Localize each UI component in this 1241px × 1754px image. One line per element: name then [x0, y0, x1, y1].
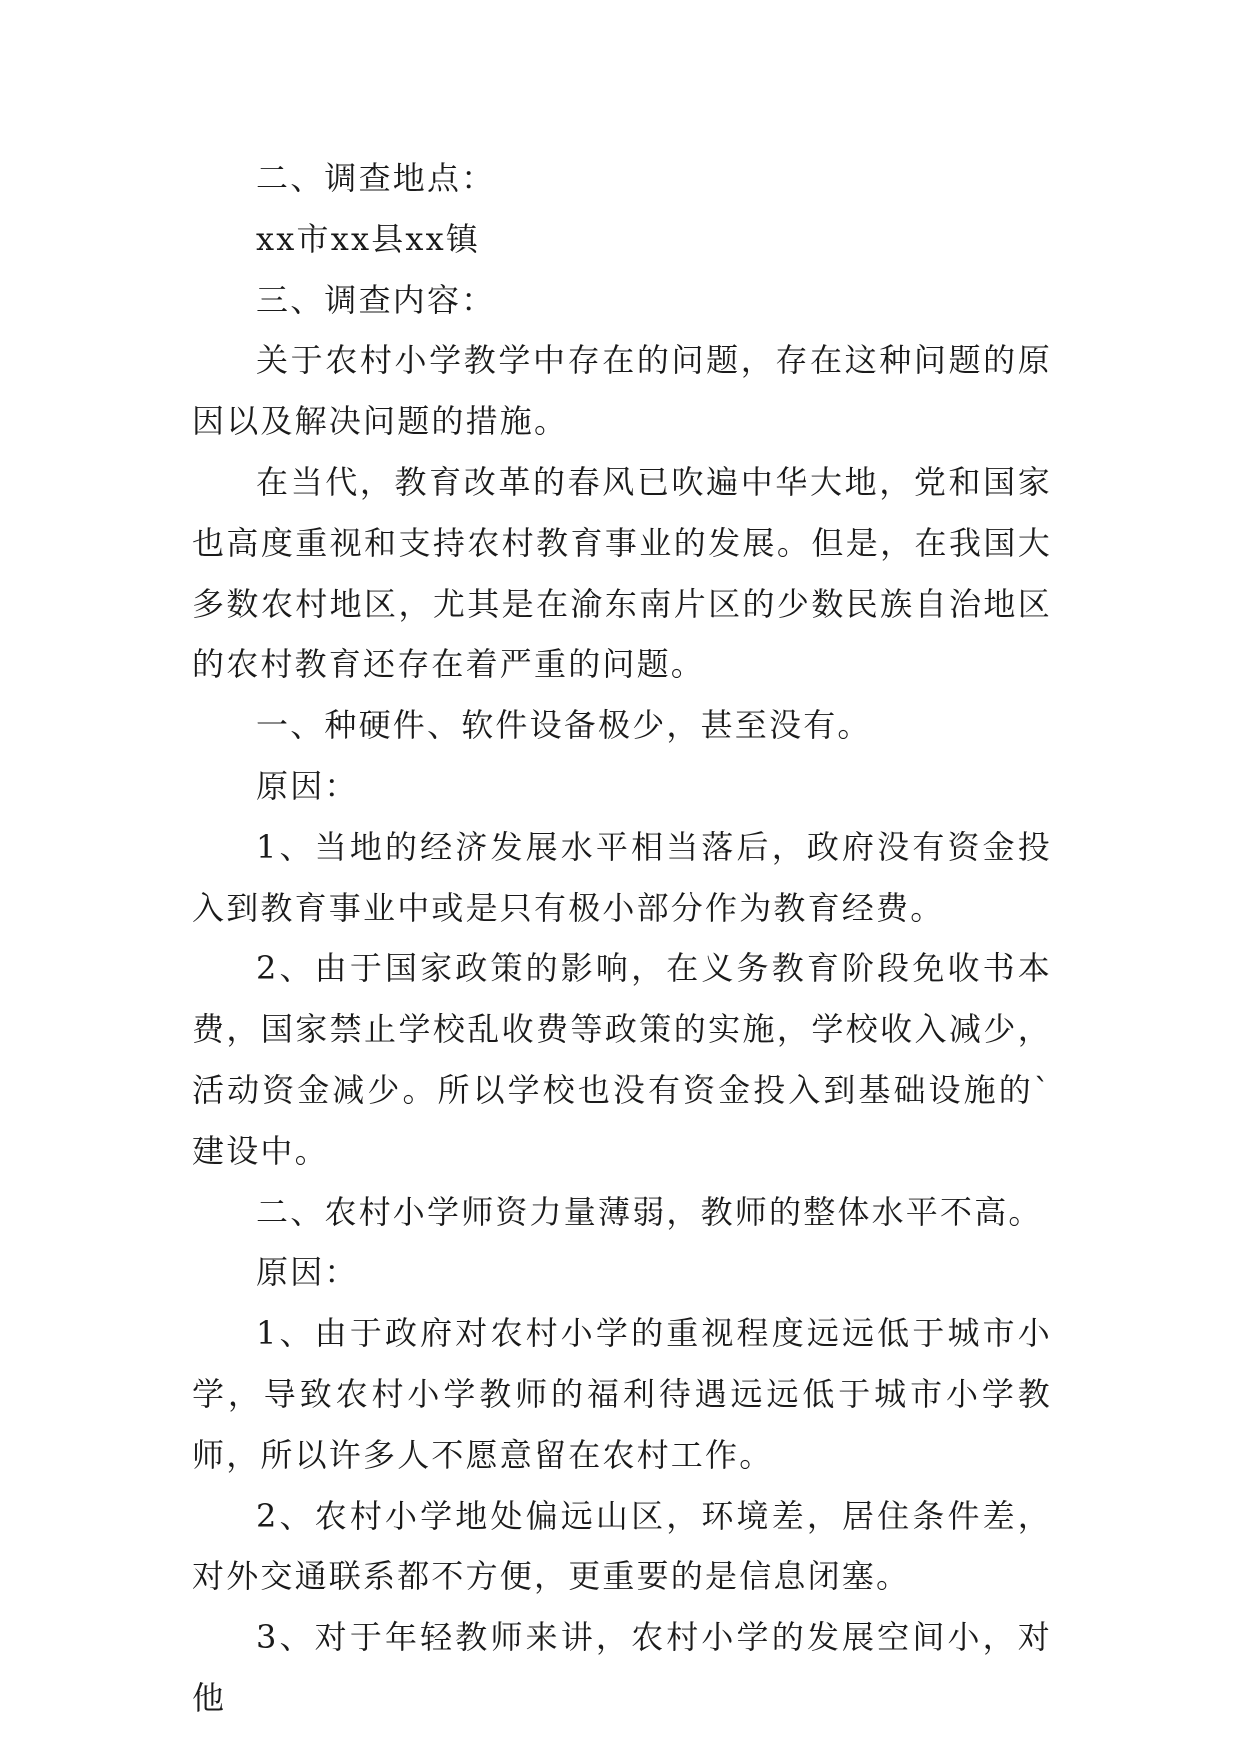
survey-location-text: xx市xx县xx镇 [256, 219, 481, 258]
cause-label-1: 原因： [256, 766, 359, 805]
cause-item-2-3: 3、对于年轻教师来讲，农村小学的发展空间小，对他 [192, 1618, 1052, 1717]
section-heading-survey-content: 三、调查内容： [256, 280, 496, 319]
cause-item-2-2: 2、农村小学地处偏远山区，环境差，居住条件差，对外交通联系都不方便，更重要的是信息闭塞。 [192, 1496, 1052, 1596]
section-heading-survey-location: 二、调查地点： [256, 159, 496, 197]
background-paragraph: 在当代，教育改革的春风已吹遍中华大地，党和国家也高度重视和支持农村教育事业的发展。但是，在我国大多数农村地区，尤其是在渝东南片区的少数民族自治地区的农村教育还存在着严重的问题。 [192, 462, 1052, 684]
cause-item-1-2: 2、由于国家政策的影响，在义务教育阶段免收书本费，国家禁止学校乱收费等政策的实施，学校收入减少，活动资金减少。所以学校也没有资金投入到基础设施的`建设中。 [192, 949, 1052, 1170]
cause-label-2: 原因： [256, 1253, 359, 1292]
problem-heading-1: 一、种硬件、软件设备极少，甚至没有。 [256, 706, 872, 745]
survey-content-text: 关于农村小学教学中存在的问题，存在这种问题的原因以及解决问题的措施。 [192, 341, 1052, 441]
document-body [192, 148, 1052, 1729]
problem-heading-2: 二、农村小学师资力量薄弱，教师的整体水平不高。 [256, 1192, 1043, 1231]
cause-item-1-1: 1、当地的经济发展水平相当落后，政府没有资金投入到教育事业中或是只有极小部分作为教育经费。 [192, 827, 1052, 927]
cause-item-2-1: 1、由于政府对农村小学的重视程度远远低于城市小学，导致农村小学教师的福利待遇远远低于城市小学教师，所以许多人不愿意留在农村工作。 [192, 1314, 1052, 1474]
